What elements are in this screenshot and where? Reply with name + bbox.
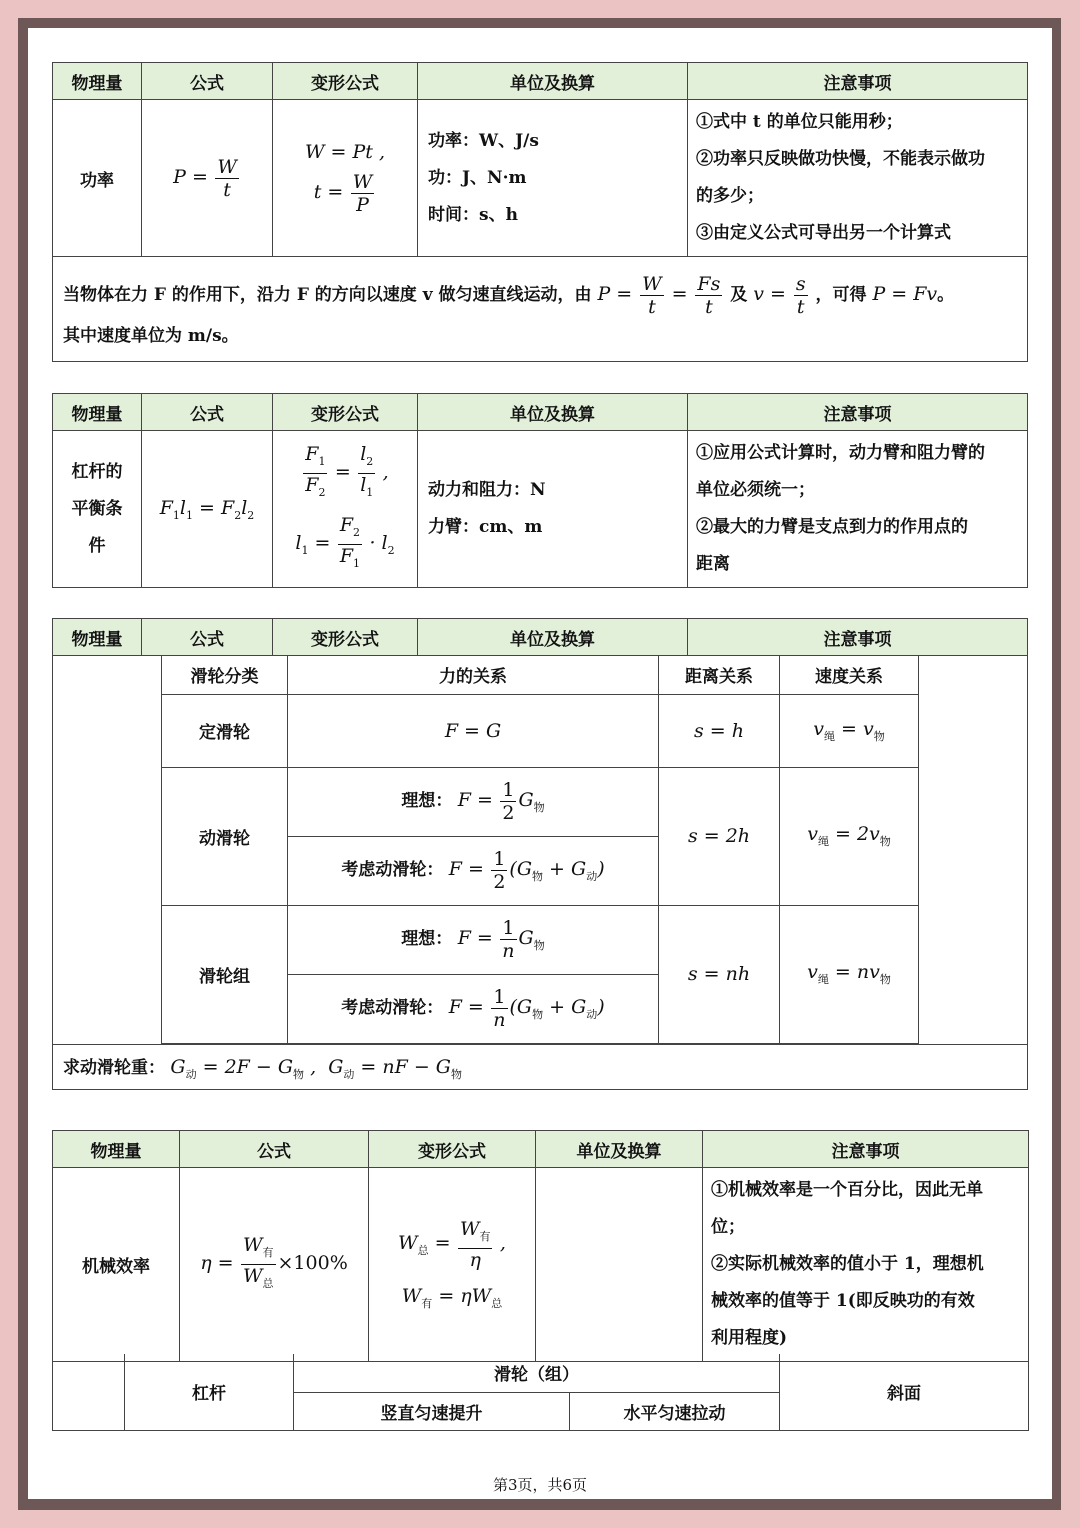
efficiency-notes (703, 1168, 1029, 1362)
sub-obj: 物 (879, 973, 891, 986)
efficiency-variant: $W_总$ = $\frac{W_有}{\eta}$ , $W_有 = \eta W_总$ (369, 1168, 536, 1362)
header-notes: 注意事项 (703, 1131, 1029, 1168)
sub-mov: 动 (185, 1067, 197, 1081)
machine-blank (53, 1354, 125, 1430)
machine-vertical: 竖直匀速提升 (294, 1392, 570, 1430)
lever-formula: $F_1l_1 = F_2l_2$ (142, 431, 273, 588)
col-type: 滑轮分类 (162, 656, 288, 694)
sub-total: 总 (262, 1277, 274, 1290)
power-unit-line: 时间：s、h (428, 204, 518, 225)
machine-types-table (52, 1354, 1029, 1431)
lever-unit-line: 动力和阻力：N (428, 480, 546, 500)
sub-mov: 动 (343, 1067, 355, 1081)
header-variant: 变形公式 (369, 1131, 536, 1168)
fixed-pulley: 定滑轮 (162, 694, 288, 767)
header-variant: 变形公式 (273, 63, 418, 100)
movable-speed: $v_绳 = 2v_物$ (780, 767, 919, 905)
sub-useful: 有 (479, 1230, 491, 1243)
block-consider: 考虑动滑轮： F = $\frac{1}{n}$ $(G_物 + G_动)$ (288, 974, 659, 1043)
note-line: 利用程度) (711, 1328, 788, 1348)
power-variant: W = Pt , t = $\frac{W}{P}$ (273, 100, 418, 257)
sub-mov: 动 (586, 1008, 598, 1021)
sub-obj: 物 (533, 939, 545, 952)
consider-label: 考虑动滑轮： (341, 860, 444, 880)
machine-lever: 杠杆 (125, 1354, 294, 1430)
fixed-speed: $v_绳 = v_物$ (780, 694, 919, 767)
sub-obj: 物 (879, 835, 891, 848)
power-notes (688, 100, 1028, 257)
find-weight-label: 求动滑轮重： (63, 1057, 165, 1078)
sub-useful: 有 (421, 1297, 433, 1310)
lever-table (52, 393, 1028, 588)
sub-mov: 动 (586, 870, 598, 883)
efficiency-table (52, 1130, 1029, 1362)
efficiency-units (536, 1168, 703, 1362)
pulley-table (52, 618, 1028, 1090)
sub-rope: 绳 (817, 973, 829, 986)
sub-useful: 有 (262, 1246, 274, 1259)
machine-pulley-group: 滑轮（组） (294, 1354, 780, 1392)
header-quantity: 物理量 (53, 394, 142, 431)
power-derivation: 当物体在力 F 的作用下，沿力 F 的方向以速度 v 做匀速直线运动，由 P = $\frac{W}{t}$ = $\frac{Fs}{t}$ 及 v = $\frac{s}{t}$ ，可得 P = Fv。 其中速度单位为 m/s。 (53, 257, 1028, 362)
note-line: 的多少； (696, 186, 764, 206)
movable-ideal: 理想： F = $\frac{1}{2}$ $G_物$ (288, 767, 659, 836)
header-units: 单位及换算 (418, 394, 688, 431)
note-line: 单位必须统一； (696, 480, 815, 500)
pulley-block: 滑轮组 (162, 905, 288, 1043)
derivation-suffix: ，可得 (815, 284, 867, 305)
header-variant: 变形公式 (273, 394, 418, 431)
lever-unit-line: 力臂：cm、m (428, 517, 543, 537)
consider-label: 考虑动滑轮： (341, 998, 444, 1018)
col-force: 力的关系 (288, 656, 659, 694)
find-weight-row: 求动滑轮重： $G_动 = 2F - G_物$ , $G_动$ = nF − $G_物$ (53, 1045, 1028, 1090)
lever-name-line: 件 (88, 535, 106, 556)
power-table (52, 62, 1028, 362)
header-quantity: 物理量 (53, 619, 142, 656)
header-notes: 注意事项 (688, 394, 1028, 431)
power-formula: P = $\frac{W}{t}$ (142, 100, 273, 257)
sub-rope: 绳 (824, 729, 835, 743)
header-units: 单位及换算 (418, 63, 688, 100)
efficiency-formula: η = $\frac{W_有}{W_总}$ ×100% (180, 1168, 369, 1362)
sub-obj: 物 (533, 801, 545, 814)
header-formula: 公式 (180, 1131, 369, 1168)
movable-distance: s = 2h (659, 767, 780, 905)
header-formula: 公式 (142, 619, 273, 656)
ideal-label: 理想： (401, 929, 453, 949)
note-line: ②最大的力臂是支点到力的作用点的 (696, 517, 968, 537)
derivation-prefix: 当物体在力 F 的作用下，沿力 F 的方向以速度 v 做匀速直线运动，由 (63, 284, 592, 305)
note-line: ①式中 t 的单位只能用秒； (696, 112, 903, 132)
machine-incline: 斜面 (780, 1354, 1029, 1430)
power-unit-line: 功率：W、J/s (428, 130, 539, 151)
sub-obj: 物 (873, 729, 885, 743)
movable-consider: 考虑动滑轮： F = $\frac{1}{2}$ $(G_物 + G_动)$ (288, 836, 659, 905)
speed-note: 其中速度单位为 m/s。 (63, 325, 239, 346)
fixed-distance: s = h (659, 694, 780, 767)
note-line: 位； (711, 1217, 745, 1237)
power-unit-line: 功：J、N·m (428, 167, 527, 188)
header-notes: 注意事项 (688, 619, 1028, 656)
header-units: 单位及换算 (536, 1131, 703, 1168)
note-line: 距离 (696, 554, 730, 574)
header-formula: 公式 (142, 394, 273, 431)
machine-horizontal: 水平匀速拉动 (570, 1392, 780, 1430)
pulley-body (53, 656, 1028, 1045)
movable-pulley: 动滑轮 (162, 767, 288, 905)
header-units: 单位及换算 (418, 619, 688, 656)
lever-name-line: 平衡条 (71, 498, 123, 519)
lever-name (53, 431, 142, 588)
sub-total: 总 (417, 1244, 429, 1257)
sub-obj: 物 (532, 870, 544, 883)
note-line: ①机械效率是一个百分比，因此无单 (711, 1180, 983, 1200)
power-name: 功率 (53, 100, 142, 257)
derivation-mid: 及 (730, 284, 748, 305)
fixed-force: F = G (288, 694, 659, 767)
lever-name-line: 杠杆的 (71, 461, 123, 482)
col-distance: 距离关系 (659, 656, 780, 694)
pulley-inner-table (161, 656, 919, 1044)
header-quantity: 物理量 (53, 63, 142, 100)
header-notes: 注意事项 (688, 63, 1028, 100)
block-ideal: 理想： F = $\frac{1}{n}$ $G_物$ (288, 905, 659, 974)
sub-total: 总 (491, 1297, 503, 1310)
ideal-label: 理想： (401, 791, 453, 811)
sub-obj: 物 (451, 1067, 462, 1081)
col-speed: 速度关系 (780, 656, 919, 694)
sub-rope: 绳 (817, 835, 829, 848)
lever-units (418, 431, 688, 588)
block-speed: $v_绳 = nv_物$ (780, 905, 919, 1043)
note-line: ②实际机械效率的值小于 1，理想机 (711, 1254, 984, 1274)
sub-obj: 物 (532, 1008, 544, 1021)
note-line: ③由定义公式可导出另一个计算式 (696, 223, 951, 243)
efficiency-name: 机械效率 (53, 1168, 180, 1362)
header-variant: 变形公式 (273, 619, 418, 656)
note-line: ②功率只反映做功快慢，不能表示做功 (696, 149, 985, 169)
header-quantity: 物理量 (53, 1131, 180, 1168)
block-distance: s = nh (659, 905, 780, 1043)
header-formula: 公式 (142, 63, 273, 100)
note-line: ①应用公式计算时，动力臂和阻力臂的 (696, 443, 985, 463)
lever-variant: $\frac{F_1}{F_2}$ = $\frac{l_2}{l_1}$ , $l_1$ = $\frac{F_2}{F_1}$ · $l_2$ (273, 431, 418, 588)
lever-notes (688, 431, 1028, 588)
sub-obj: 物 (293, 1067, 305, 1081)
power-units (418, 100, 688, 257)
page-number: 第3页，共6页 (492, 1476, 588, 1494)
note-line: 械效率的值等于 1(即反映功的有效 (711, 1291, 975, 1311)
